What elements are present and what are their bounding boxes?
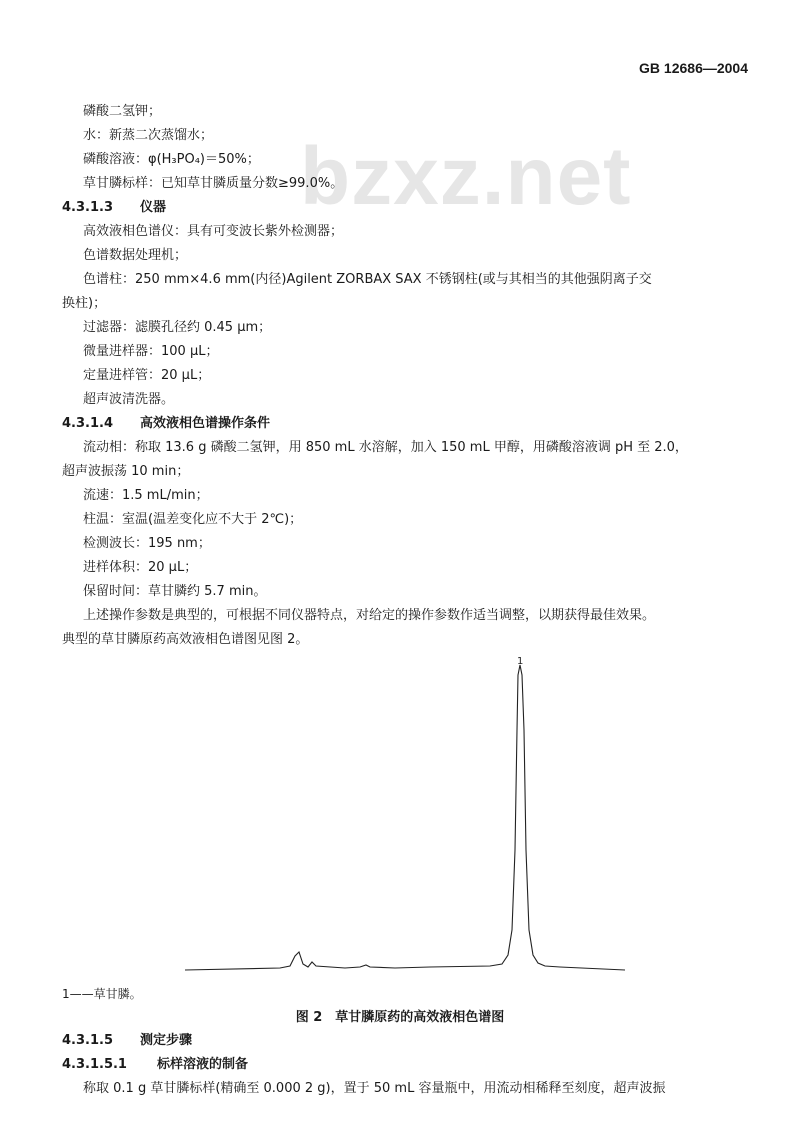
chromatogram-trace: [185, 665, 625, 970]
paragraph-text: 上述操作参数是典型的，可根据不同仪器特点，对给定的操作参数作适当调整，以期获得最佳效果。: [83, 608, 656, 623]
section-heading-4-3-1-4: [62, 415, 270, 433]
figure-legend: 1——草甘膦。: [62, 987, 142, 1001]
section-number: 4.3.1.3: [62, 200, 113, 215]
instrument-item: 微量进样器：100 μL；: [83, 344, 219, 359]
condition-item: 进样体积：20 μL；: [83, 560, 198, 575]
section-heading-4-3-1-5-1: [62, 1056, 248, 1074]
instrument-item-continued: 换柱)；: [62, 296, 107, 311]
section-title: 仪器: [140, 200, 167, 215]
reagent-item: 草甘膦标样：已知草甘膦质量分数≥99.0%。: [83, 176, 344, 191]
instrument-item: 色谱数据处理机；: [83, 248, 188, 263]
instrument-item: 高效液相色谱仪：具有可变波长紫外检测器；: [83, 224, 344, 239]
instrument-item: 超声波清洗器。: [83, 392, 175, 407]
watermark: bzxz.net: [300, 131, 632, 222]
section-number: 4.3.1.4: [62, 416, 113, 431]
section-title: 测定步骤: [140, 1033, 193, 1048]
section-heading-4-3-1-5: [62, 1032, 192, 1050]
condition-item: 检测波长：195 nm；: [83, 536, 211, 551]
section-title: 高效液相色谱操作条件: [140, 416, 271, 431]
reagent-item: 磷酸溶液：φ(H₃PO₄)＝50%；: [83, 152, 260, 167]
section-title: 标样溶液的制备: [157, 1057, 249, 1072]
instrument-item: 过滤器：滤膜孔径约 0.45 μm；: [83, 320, 272, 335]
condition-item: 保留时间：草甘膦约 5.7 min。: [83, 584, 267, 599]
condition-item-continued: 超声波振荡 10 min；: [62, 464, 190, 479]
condition-item: 流动相：称取 13.6 g 磷酸二氢钾，用 850 mL 水溶解，加入 150 mL 甲醇，用磷酸溶液调 pH 至 2.0，: [83, 440, 688, 455]
paragraph-text: 称取 0.1 g 草甘膦标样(精确至 0.000 2 g)，置于 50 mL 容量瓶中，用流动相稀释至刻度，超声波振: [83, 1081, 666, 1096]
reagent-item: 水：新蒸二次蒸馏水；: [83, 128, 214, 143]
instrument-item: 定量进样管：20 μL；: [83, 368, 211, 383]
instrument-item: 色谱柱：250 mm×4.6 mm(内径)Agilent ZORBAX SAX 不锈钢柱(或与其相当的其他强阴离子交: [83, 272, 652, 287]
figure-caption: 图 2 草甘膦原药的高效液相色谱图: [295, 1010, 505, 1025]
condition-item: 流速：1.5 mL/min；: [83, 488, 209, 503]
section-heading-4-3-1-3: [62, 199, 166, 217]
paragraph-text-continued: 典型的草甘膦原药高效液相色谱图见图 2。: [62, 632, 309, 647]
section-number: 4.3.1.5: [62, 1033, 113, 1048]
condition-item: 柱温：室温(温差变化应不大于 2℃)；: [83, 512, 303, 527]
peak-label: 1: [517, 656, 524, 667]
standard-code: GB 12686—2004: [639, 60, 748, 76]
section-number: 4.3.1.5.1: [62, 1057, 127, 1072]
chromatogram: [180, 650, 640, 980]
reagent-item: 磷酸二氢钾；: [83, 104, 162, 119]
